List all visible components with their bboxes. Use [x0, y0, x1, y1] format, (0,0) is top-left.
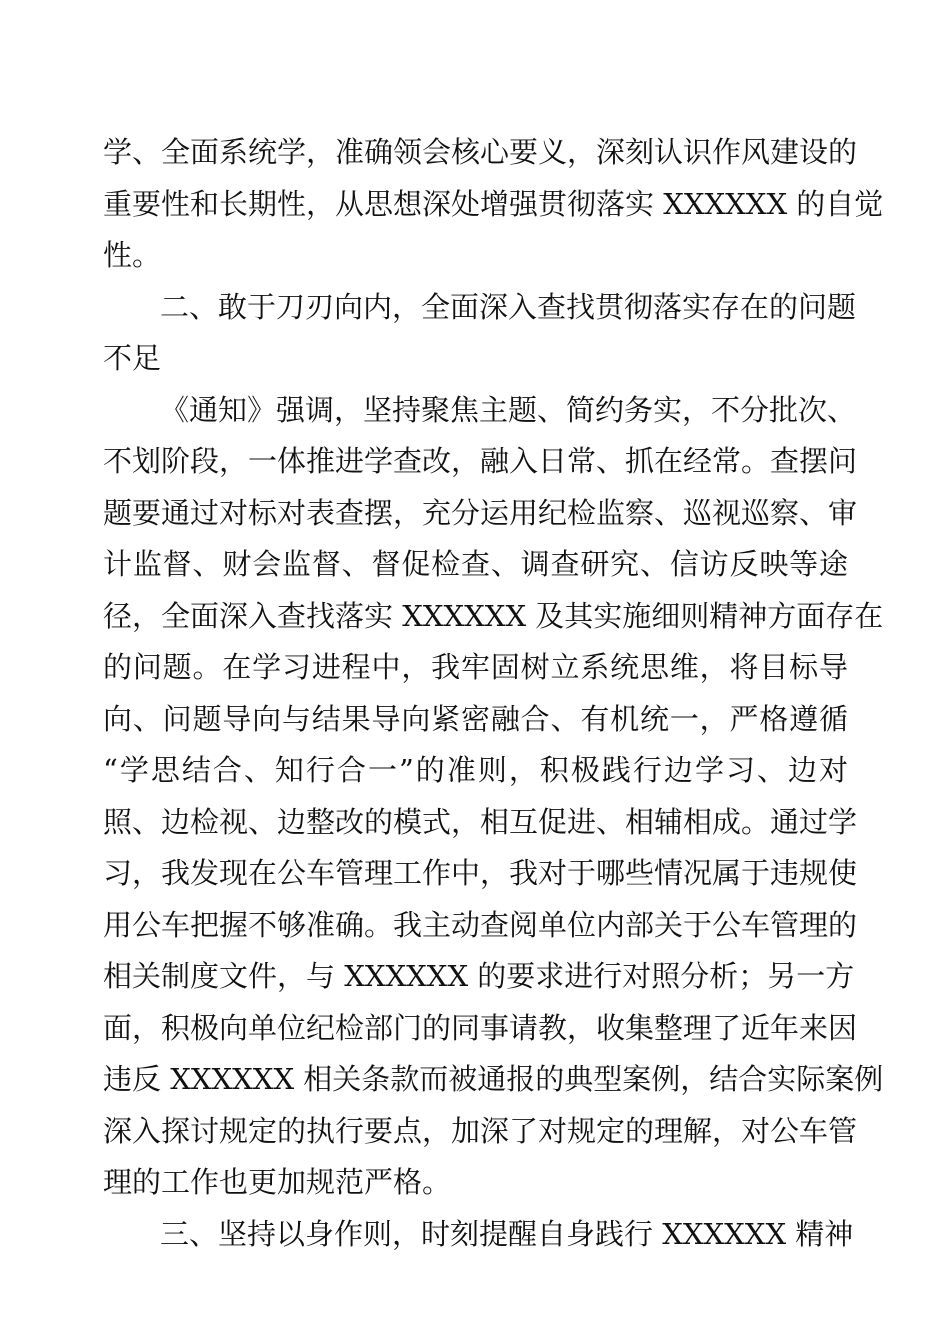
text-line: 径，全面深入查找落实 XXXXXX 及其实施细则精神方面存在	[103, 598, 884, 633]
section-heading-2	[103, 282, 857, 385]
text-line: 性。	[103, 238, 162, 272]
heading-line: 二、敢于刀刃向内，全面深入查找贯彻落实存在的问题	[160, 289, 857, 324]
text-line: 深入探讨规定的执行要点，加深了对规定的理解，对公车管	[103, 1113, 858, 1148]
text-line: 理的工作也更加规范严格。	[103, 1165, 452, 1199]
text-line: 照、边检视、边整改的模式，相互促进、相辅相成。通过学	[103, 804, 858, 839]
text-line: 学、全面系统学，准确领会核心要义，深刻认识作风建设的	[103, 135, 858, 169]
text-line: “学思结合、知行合一”的准则，积极践行边学习、边对	[103, 753, 848, 787]
text-line: 《通知》强调，坚持聚焦主题、简约务实，不分批次、	[160, 392, 857, 427]
heading-line: 不足	[103, 341, 162, 375]
text-line: 向、问题导向与结果导向紧密融合、有机统一，严格遵循	[103, 701, 848, 736]
text-line: 题要通过对标对表查摆，充分运用纪检监察、巡视巡察、审	[103, 495, 858, 530]
text-line: 相关制度文件，与 XXXXXX 的要求进行对照分析；另一方	[103, 959, 855, 993]
section-heading-3	[103, 1209, 854, 1261]
document-body	[103, 127, 884, 1260]
text-line: 用公车把握不够准确。我主动查阅单位内部关于公车管理的	[103, 907, 858, 942]
paragraph-continuation	[103, 127, 884, 282]
heading-line: 三、坚持以身作则，时刻提醒自身践行 XXXXXX 精神	[160, 1216, 854, 1251]
text-line: 违反 XXXXXX 相关条款而被通报的典型案例，结合实际案例	[103, 1062, 884, 1096]
text-line: 不划阶段，一体推进学查改，融入日常、抓在经常。查摆问	[103, 444, 858, 478]
text-line: 计监督、财会监督、督促检查、调查研究、信访反映等途	[103, 547, 848, 581]
text-line: 的问题。在学习进程中，我牢固树立系统思维，将目标导	[103, 650, 848, 684]
text-line: 习，我发现在公车管理工作中，我对于哪些情况属于违规使	[103, 856, 858, 890]
text-line: 重要性和长期性，从思想深处增强贯彻落实 XXXXXX 的自觉	[103, 186, 884, 221]
text-line: 面，积极向单位纪检部门的同事请教，收集整理了近年来因	[103, 1010, 858, 1045]
paragraph-body	[103, 385, 884, 1209]
